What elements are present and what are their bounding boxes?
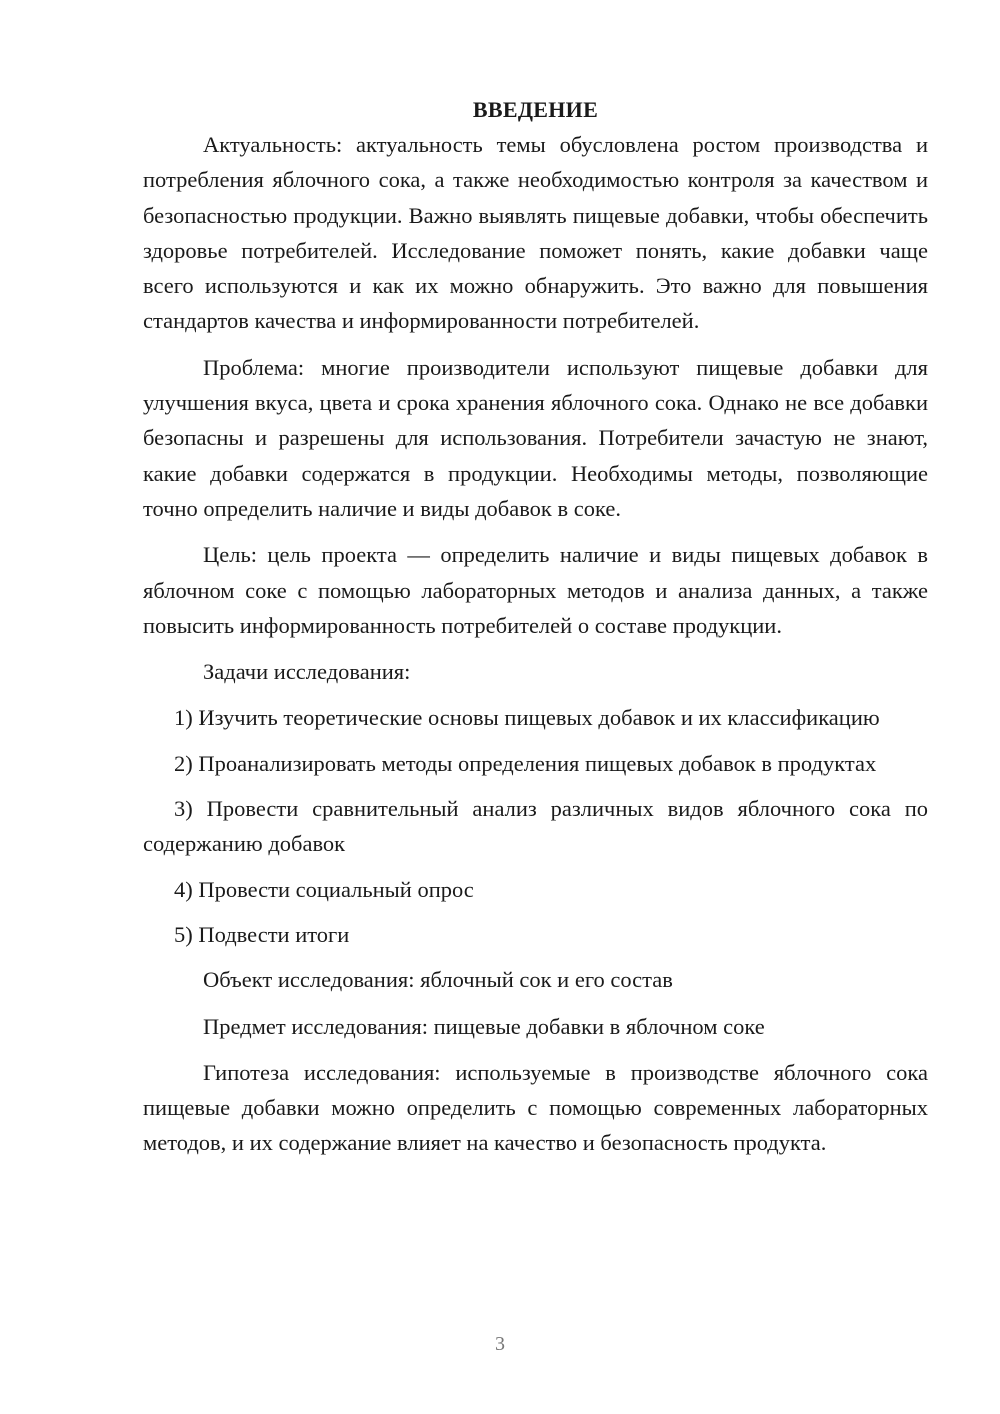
research-object: Объект исследования: яблочный сок и его состав (203, 967, 673, 993)
relevance-paragraph: Актуальность: актуальность темы обусловлена ростом производства и потребления яблочного сока, а также необходимостью контроля за качеством и безопасностью продукции. Важно выявлять пищевые добавки, чтобы обеспечить здоровье потребителей. Исследование поможет понять, какие добавки чаще всего используются и как их можно обнаружить. Это важно для повышения стандартов качества и информированности потребителей. (143, 132, 928, 334)
goal-paragraph: Цель: цель проекта — определить наличие и виды пищевых добавок в яблочном соке с помощью лабораторных методов и анализа данных, а также повысить информированность потребителей о составе продукции. (143, 542, 928, 638)
page-number: 3 (495, 1333, 505, 1355)
research-hypothesis: Гипотеза исследования: используемые в производстве яблочного сока пищевые добавки можно определить с помощью современных лабораторных методов, и их содержание влияет на качество и безопасность продукта. (143, 1059, 928, 1156)
research-subject: Предмет исследования: пищевые добавки в яблочном соке (203, 1013, 765, 1039)
document-page (143, 92, 928, 1172)
section-title: ВВЕДЕНИЕ (472, 97, 599, 122)
task-item-1: 1) Изучить теоретические основы пищевых добавок и их классификацию (174, 705, 880, 731)
tasks-heading: Задачи исследования: (203, 659, 411, 685)
task-item-5: 5) Подвести итоги (174, 921, 350, 947)
task-item-2: 2) Проанализировать методы определения пищевых добавок в продуктах (174, 750, 877, 776)
task-item-3: 3) Провести сравнительный анализ различных видов яблочного сока по содержанию добавок (143, 796, 928, 857)
task-item-4: 4) Провести социальный опрос (174, 876, 474, 902)
problem-paragraph: Проблема: многие производители используют пищевые добавки для улучшения вкуса, цвета и срока хранения яблочного сока. Однако не все добавки безопасны и разрешены для использования. Потребители зачастую не знают, какие добавки содержатся в продукции. Необходимы методы, позволяющие точно определить наличие и виды добавок в соке. (143, 354, 928, 521)
